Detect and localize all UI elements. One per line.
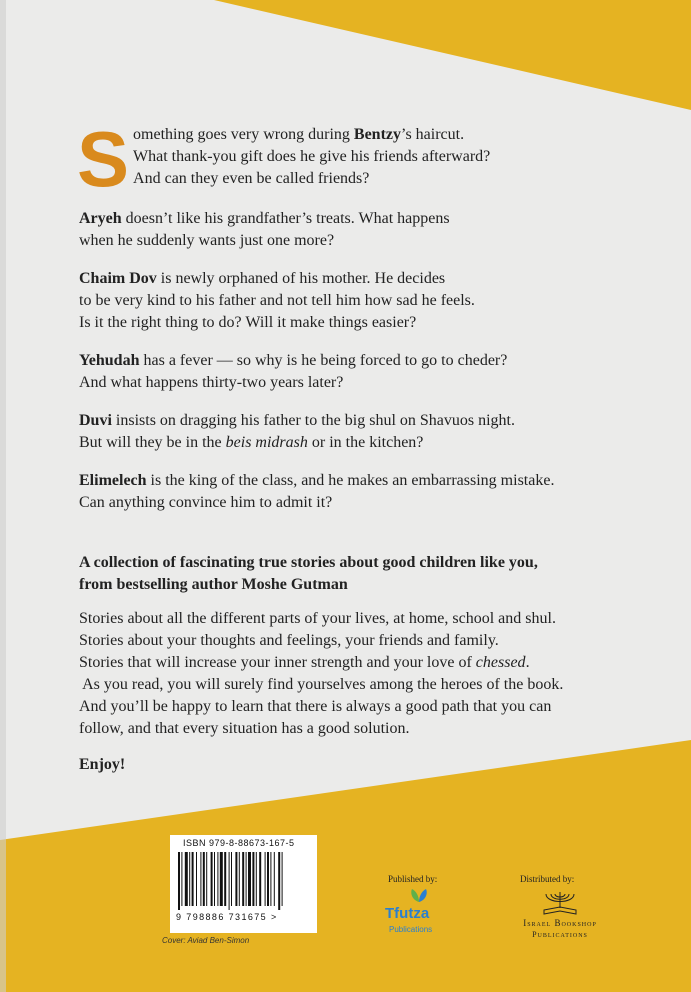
barcode-bar [200, 852, 201, 906]
intro-line1-post: ’s haircut. [401, 126, 465, 143]
barcode-bar [256, 852, 257, 906]
barcode-bar [231, 852, 232, 906]
story-aryeh-line-2: when he suddenly wants just one more? [79, 232, 335, 249]
distributor-name [510, 918, 610, 940]
duvi-line2-post: or in the kitchen? [307, 434, 424, 451]
description-line-2: Stories about your thoughts and feelings, your friends and family. [79, 632, 499, 649]
story-duvi-line-1 [79, 410, 639, 432]
story-chaim-dov [79, 268, 639, 334]
story-chaim-dov-line-3: Is it the right thing to do? Will it make things easier? [79, 314, 417, 331]
barcode-bar [214, 852, 215, 906]
story-text: has a fever — so why is he being forced to go to cheder? [139, 352, 508, 369]
intro-name-bentzy: Bentzy [353, 126, 401, 143]
barcode-bar [270, 852, 271, 906]
headline-line-1: A collection of fascinating true stories about good children like you, [79, 554, 538, 571]
intro-paragraph [77, 115, 639, 203]
story-text: is newly orphaned of his mother. He decides [156, 270, 446, 287]
cover-credit: Cover: Aviad Ben-Simon [162, 936, 250, 945]
barcode-bar [192, 852, 194, 906]
barcode-bar [259, 852, 261, 906]
description-line-5: And you’ll be happy to learn that there is always a good path that you can [79, 698, 552, 715]
story-yehudah-line-1 [79, 350, 639, 372]
story-name: Elimelech [79, 472, 147, 489]
story-name: Yehudah [79, 352, 140, 369]
story-chaim-dov-line-1 [79, 268, 639, 290]
intro-line-3: And can they even be called friends? [133, 170, 370, 187]
barcode-bar [206, 852, 207, 906]
story-duvi-line-2 [79, 432, 639, 454]
story-chaim-dov-line-2: to be very kind to his father and not tell him how sad he feels. [79, 292, 475, 309]
intro-line1-pre: omething goes very wrong during [133, 126, 354, 143]
description-line-6: follow, and that every situation has a good solution. [79, 720, 410, 737]
barcode-bar [278, 852, 280, 910]
barcode-bar [217, 852, 218, 906]
barcode-bar [203, 852, 205, 906]
story-text: is the king of the class, and he makes an embarrassing mistake. [146, 472, 555, 489]
closing-text: Enjoy! [79, 756, 126, 773]
headline-line-2: from bestselling author Moshe Gutman [79, 576, 348, 593]
barcode-bar [252, 852, 254, 906]
description-line3-post: . [525, 654, 530, 671]
story-name: Chaim Dov [79, 270, 157, 287]
yellow-top-band [214, 0, 691, 110]
intro-line-2: What thank-you gift does he give his friends afterward? [133, 148, 491, 165]
barcode-digits: 9 798886 731675 > [176, 912, 278, 922]
description-line-3 [79, 652, 639, 674]
story-text: insists on dragging his father to the big shul on Shavuos night. [111, 412, 515, 429]
distributor-line-1: Israel Bookshop [523, 918, 597, 928]
barcode-bar [246, 852, 247, 906]
description-line3-italic: chessed [475, 654, 526, 671]
spine-shadow [0, 0, 6, 992]
story-aryeh [79, 208, 639, 252]
story-yehudah [79, 350, 639, 394]
barcode-bar [239, 852, 240, 906]
story-yehudah-line-2: And what happens thirty-two years later? [79, 374, 344, 391]
barcode-bar [181, 852, 182, 906]
duvi-line2-pre: But will they be in the [79, 434, 226, 451]
barcode-bar [229, 852, 230, 910]
yellow-bottom-band [0, 740, 691, 992]
barcode-bar [185, 852, 188, 906]
duvi-line2-italic: beis midrash [225, 434, 308, 451]
dropcap-letter: S [77, 115, 130, 203]
description-line3-pre: Stories that will increase your inner strength and your love of [79, 654, 476, 671]
tfutza-leaf-icon [408, 887, 430, 903]
barcode-bar [220, 852, 223, 906]
barcode-bar [267, 852, 269, 906]
story-duvi [79, 410, 639, 454]
distributor-line-2: Publications [532, 930, 588, 939]
barcode-bar [248, 852, 251, 906]
barcode-bar [282, 852, 283, 906]
story-name: Aryeh [79, 210, 122, 227]
story-name: Duvi [79, 412, 112, 429]
barcode-bar [224, 852, 226, 906]
barcode-bar [265, 852, 266, 906]
barcode-bars [176, 852, 312, 910]
story-aryeh-line-1 [79, 208, 639, 230]
menorah-book-icon [538, 888, 582, 916]
barcode-bar [196, 852, 197, 906]
story-elimelech [79, 470, 639, 514]
description-paragraph [79, 608, 639, 740]
description-line-4: As you read, you will surely find yourselves among the heroes of the book. [79, 676, 564, 693]
story-text: doesn’t like his grandfather’s treats. What happens [121, 210, 450, 227]
blurb-text [77, 115, 639, 776]
barcode-bar [211, 852, 213, 906]
intro-line-1 [79, 124, 639, 146]
distributed-by-label: Distributed by: [520, 874, 575, 884]
barcode-bar [178, 852, 180, 910]
publisher-sub: Publications [389, 925, 433, 934]
published-by-label: Published by: [388, 874, 438, 884]
description-line-1: Stories about all the different parts of your lives, at home, school and shul. [79, 610, 556, 627]
publisher-name: Tfutza [385, 905, 430, 922]
barcode-bar [274, 852, 275, 906]
barcode-bar [235, 852, 237, 906]
collection-headline [79, 552, 639, 596]
story-elimelech-line-2: Can anything convince him to admit it? [79, 494, 333, 511]
isbn-label: ISBN 979-8-88673-167-5 [183, 838, 295, 848]
barcode-bar [189, 852, 190, 906]
barcode-bar [242, 852, 244, 906]
story-elimelech-line-1 [79, 470, 639, 492]
